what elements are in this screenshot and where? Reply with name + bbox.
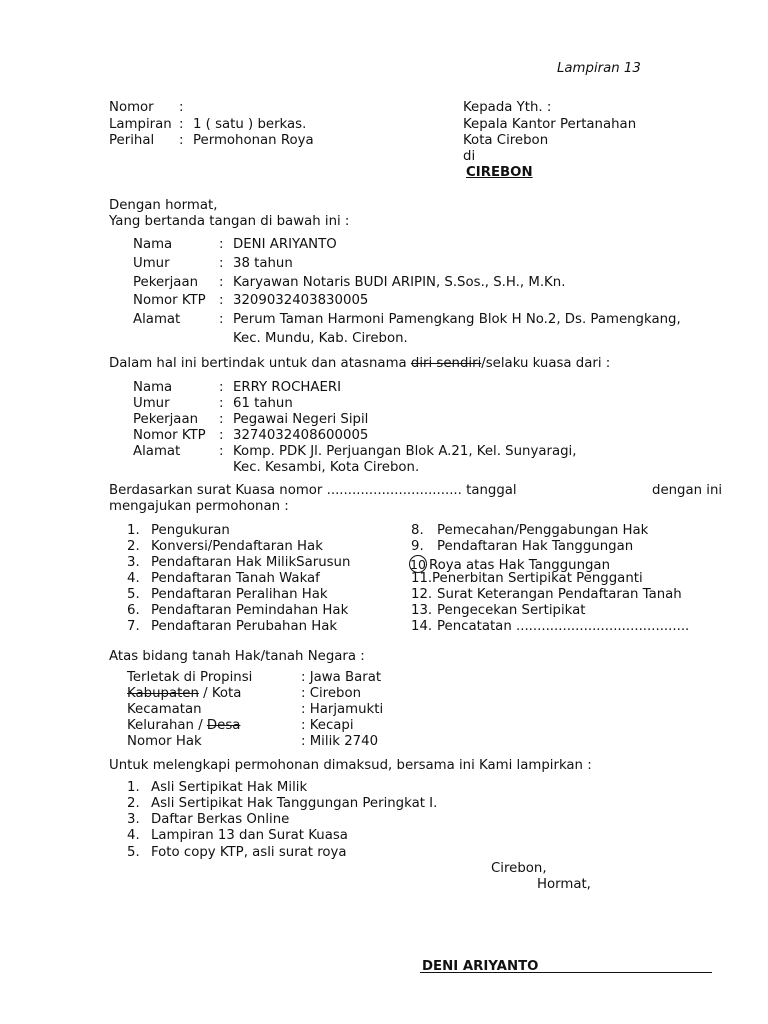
field-value: Pegawai Negeri Sipil [233, 412, 369, 427]
field-colon: : [219, 412, 224, 427]
list-item: Konversi/Pendaftaran Hak [151, 539, 323, 554]
recipient-line: Kepala Kantor Pertanahan [463, 117, 637, 132]
recipient-line: Kepada Yth. : [463, 100, 552, 115]
field-label: Pekerjaan [133, 412, 199, 427]
field-label: Nama [133, 380, 173, 395]
field-colon: : [219, 380, 224, 395]
field-colon: : [219, 275, 224, 290]
field-value: Perum Taman Harmoni Pamengkang Blok H No.2, Ds. Pamengkang, [233, 312, 681, 327]
struck-text: Kabupaten [127, 686, 199, 701]
list-number: 1. [127, 523, 140, 538]
field-label: Umur [133, 256, 170, 271]
field-value: DENI ARIYANTO [233, 237, 337, 252]
header-label-nomor: Nomor [109, 100, 154, 115]
list-item: Penerbitan Sertipikat Pengganti [432, 571, 643, 586]
field-colon: : [219, 293, 224, 308]
field-colon: : [219, 237, 224, 252]
header-label-lampiran: Lampiran [109, 117, 172, 132]
list-item: Pendaftaran Tanah Wakaf [151, 571, 320, 586]
list-number: 4. [127, 571, 140, 586]
list-item: Surat Keterangan Pendaftaran Tanah [437, 587, 682, 602]
field-colon: : [219, 428, 224, 443]
list-item: Pendaftaran Perubahan Hak [151, 619, 338, 634]
land-label: Kecamatan [127, 702, 202, 717]
header-colon: : [179, 133, 184, 148]
header-label-perihal: Perihal [109, 133, 155, 148]
header-value-lampiran: 1 ( satu ) berkas. [193, 117, 307, 132]
list-number: 1. [127, 780, 140, 795]
list-item: Pengukuran [151, 523, 230, 538]
field-label: Umur [133, 396, 170, 411]
land-label: Nomor Hak [127, 734, 202, 749]
signature-line [420, 972, 712, 973]
field-colon: : [219, 312, 224, 327]
recipient-city: CIREBON [466, 165, 533, 180]
intro-text: Yang bertanda tangan di bawah ini : [109, 214, 350, 229]
field-colon: : [219, 256, 224, 271]
acting-text: /selaku kuasa dari : [481, 356, 611, 371]
list-number: 5. [127, 845, 140, 860]
circled-number: 10 [410, 557, 426, 572]
closing-regards: Hormat, [537, 877, 591, 892]
field-value: Komp. PDK Jl. Perjuangan Blok A.21, Kel. Sunyaragi, [233, 444, 577, 459]
land-label: Terletak di Propinsi [127, 670, 253, 685]
list-number: 14. [411, 619, 433, 634]
field-value-cont: Kec. Mundu, Kab. Cirebon. [233, 331, 408, 346]
field-value: 3274032408600005 [233, 428, 369, 443]
list-item: Pencatatan ......................................... [437, 619, 690, 634]
closing-place: Cirebon, [491, 861, 547, 876]
attachment-label: Lampiran 13 [557, 61, 641, 76]
field-label: Alamat [133, 444, 181, 459]
recipient-line: Kota Cirebon [463, 133, 549, 148]
field-label: Nomor KTP [133, 293, 206, 308]
list-item: Asli Sertipikat Hak Milik [151, 780, 308, 795]
basis-text-end: dengan ini [652, 483, 723, 498]
field-value: ERRY ROCHAERI [233, 380, 342, 395]
header-colon: : [179, 100, 184, 115]
land-value: : Cirebon [301, 686, 362, 701]
attachments-intro: Untuk melengkapi permohonan dimaksud, bersama ini Kami lampirkan : [109, 758, 592, 773]
list-item: Pendaftaran Hak MilikSarusun [151, 555, 351, 570]
field-label: Nomor KTP [133, 428, 206, 443]
list-number: 12. [411, 587, 433, 602]
list-number: 3. [127, 812, 140, 827]
basis-text: Berdasarkan surat Kuasa nomor ................................ tanggal [109, 483, 517, 498]
land-value: : Harjamukti [301, 702, 384, 717]
list-number: 4. [127, 828, 140, 843]
list-item: Pemecahan/Penggabungan Hak [437, 523, 649, 538]
field-value: 61 tahun [233, 396, 293, 411]
list-number: 2. [127, 539, 140, 554]
list-number: 6. [127, 603, 140, 618]
signer-name: DENI ARIYANTO [422, 959, 539, 974]
acting-struck-text: diri sendiri [410, 356, 482, 371]
land-intro: Atas bidang tanah Hak/tanah Negara : [109, 649, 365, 664]
greeting: Dengan hormat, [109, 198, 218, 213]
field-value: 3209032403830005 [233, 293, 369, 308]
list-item: Daftar Berkas Online [151, 812, 290, 827]
list-item: Foto copy KTP, asli surat roya [151, 845, 347, 860]
list-number: 11. [411, 571, 433, 586]
land-value: : Kecapi [301, 718, 354, 733]
land-value: : Jawa Barat [301, 670, 382, 685]
recipient-line: di [463, 149, 476, 164]
list-item: Roya atas Hak Tanggungan [429, 558, 611, 573]
list-number: 7. [127, 619, 140, 634]
list-item: Lampiran 13 dan Surat Kuasa [151, 828, 348, 843]
land-label [127, 686, 241, 702]
field-value-cont: Kec. Kesambi, Kota Cirebon. [233, 460, 420, 475]
basis-text-line2: mengajukan permohonan : [109, 499, 289, 514]
list-item: Pendaftaran Peralihan Hak [151, 587, 328, 602]
list-item: Asli Sertipikat Hak Tanggungan Peringkat I. [151, 796, 438, 811]
header-value-perihal: Permohonan Roya [193, 133, 314, 148]
struck-text: Desa [206, 718, 241, 733]
list-number: 9. [411, 539, 424, 554]
acting-statement [109, 356, 610, 372]
list-item: Pendaftaran Pemindahan Hak [151, 603, 349, 618]
field-label: Nama [133, 237, 173, 252]
list-number: 3. [127, 555, 140, 570]
header-colon: : [179, 117, 184, 132]
acting-text: Dalam hal ini bertindak untuk dan atasnama [109, 356, 411, 371]
field-colon: : [219, 444, 224, 459]
field-colon: : [219, 396, 224, 411]
land-label-text: Kelurahan / [127, 718, 207, 733]
list-item: Pendaftaran Hak Tanggungan [437, 539, 634, 554]
list-number: 8. [411, 523, 424, 538]
list-number: 13. [411, 603, 433, 618]
land-label [127, 718, 240, 734]
field-value: Karyawan Notaris BUDI ARIPIN, S.Sos., S.H., M.Kn. [233, 275, 566, 290]
land-label-text: / Kota [198, 686, 242, 701]
field-label: Alamat [133, 312, 181, 327]
list-number: 2. [127, 796, 140, 811]
land-value: : Milik 2740 [301, 734, 379, 749]
field-value: 38 tahun [233, 256, 293, 271]
list-item: Pengecekan Sertipikat [437, 603, 586, 618]
field-label: Pekerjaan [133, 275, 199, 290]
list-number: 5. [127, 587, 140, 602]
